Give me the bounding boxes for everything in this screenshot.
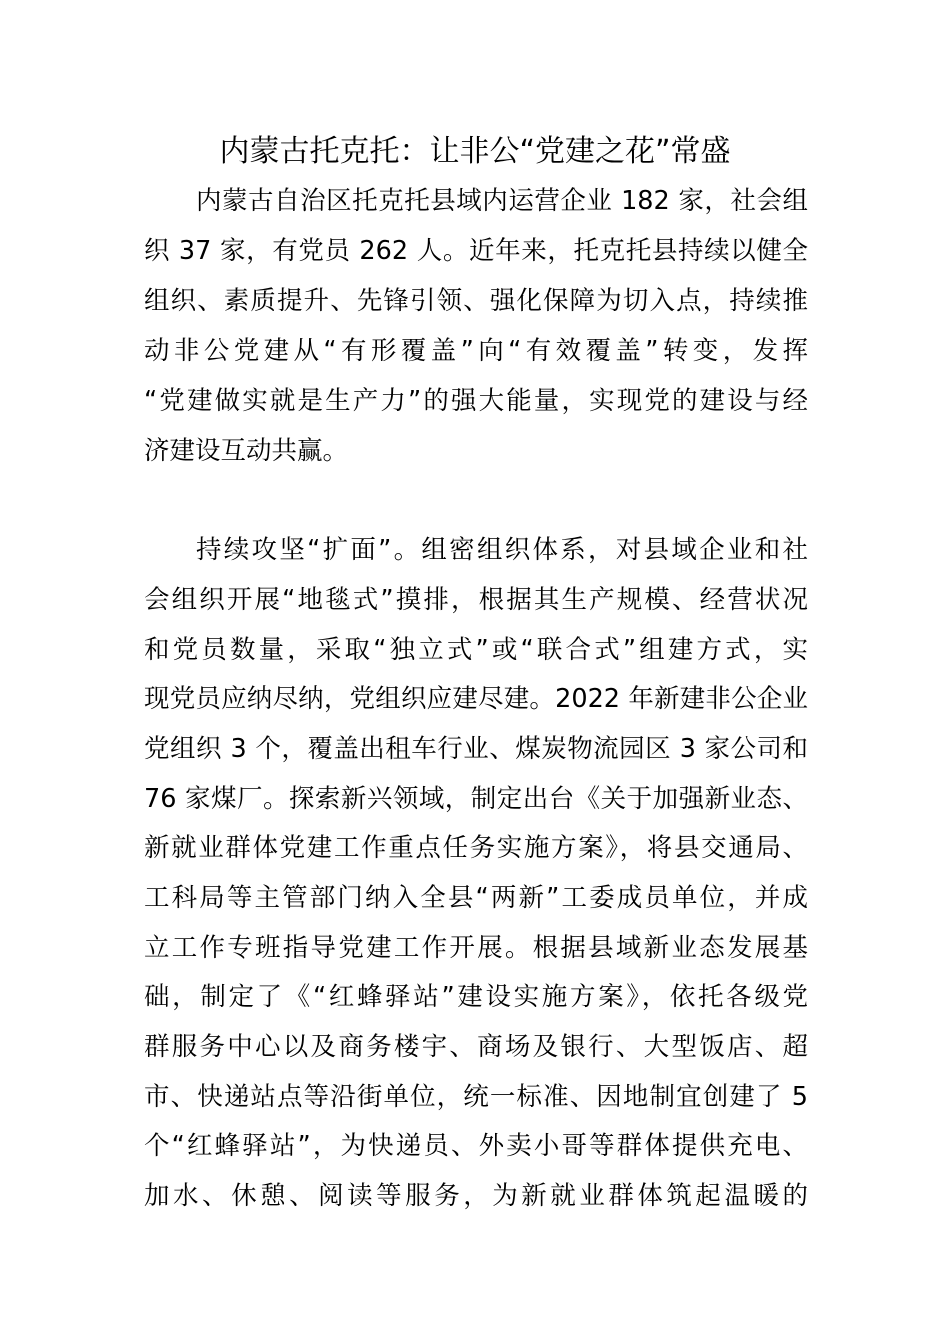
paragraph-line: 立工作专班指导党建工作开展。根据县域新业态发展基 — [144, 933, 808, 963]
paragraph-line: “党建做实就是生产力”的强大能量，实现党的建设与经 — [144, 386, 808, 416]
paragraph-line: 会组织开展“地毯式”摸排，根据其生产规模、经营状况 — [144, 585, 808, 615]
paragraph-line: 加水、休憩、阅读等服务，为新就业群体筑起温暖的 — [144, 1181, 808, 1211]
paragraph-line: 市、快递站点等沿街单位，统一标准、因地制宜创建了 5 — [144, 1082, 808, 1112]
paragraph-line: 和党员数量，采取“独立式”或“联合式”组建方式，实 — [144, 635, 808, 665]
paragraph-line: 新就业群体党建工作重点任务实施方案》，将县交通局、 — [144, 833, 808, 863]
paragraph-line: 组织、素质提升、先锋引领、强化保障为切入点，持续推 — [144, 286, 808, 316]
paragraph-line: 76 家煤厂。探索新兴领域，制定出台《关于加强新业态、 — [144, 784, 808, 814]
paragraph-line: 现党员应纳尽纳，党组织应建尽建。2022 年新建非公企业 — [144, 684, 808, 714]
document-title: 内蒙古托克托：让非公“党建之花”常盛 — [219, 134, 731, 169]
paragraph-line: 础，制定了《“红蜂驿站”建设实施方案》，依托各级党 — [144, 982, 808, 1012]
paragraph-line: 动非公党建从“有形覆盖”向“有效覆盖”转变，发挥 — [144, 336, 808, 366]
paragraph-line: 个“红蜂驿站”，为快递员、外卖小哥等群体提供充电、 — [144, 1131, 808, 1161]
paragraph-line: 工科局等主管部门纳入全县“两新”工委成员单位，并成 — [144, 883, 808, 913]
paragraph-line: 内蒙古自治区托克托县域内运营企业 182 家，社会组 — [196, 186, 808, 216]
paragraph-line: 群服务中心以及商务楼宇、商场及银行、大型饭店、超 — [144, 1032, 808, 1062]
paragraph-line: 织 37 家，有党员 262 人。近年来，托克托县持续以健全 — [144, 236, 808, 266]
paragraph-line: 济建设互动共赢。 — [144, 436, 349, 466]
paragraph-line: 持续攻坚“扩面”。组密组织体系，对县域企业和社 — [196, 535, 808, 565]
paragraph-line: 党组织 3 个，覆盖出租车行业、煤炭物流园区 3 家公司和 — [144, 734, 808, 764]
